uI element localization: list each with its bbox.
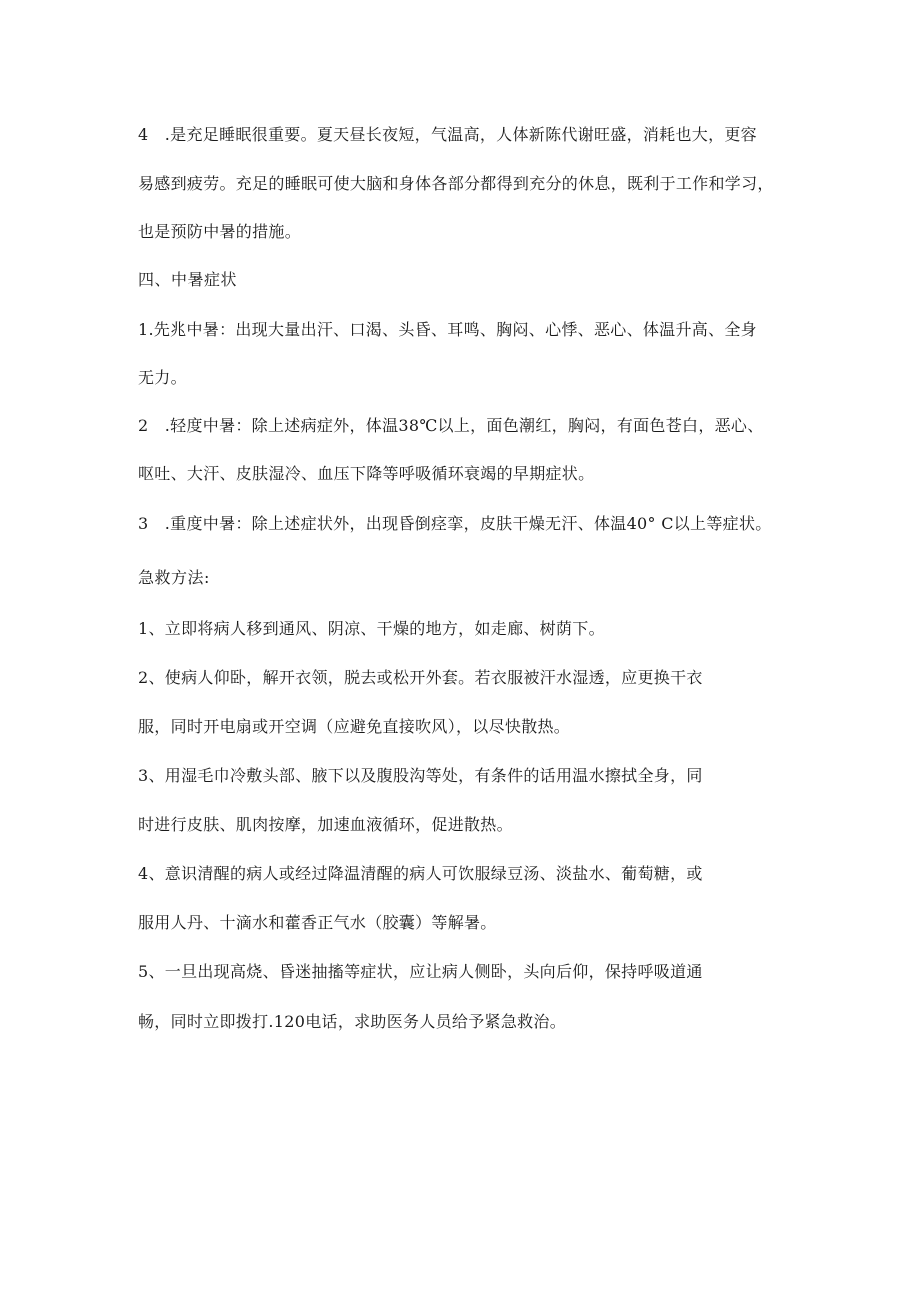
paragraph-sleep-line-2: 易感到疲劳。充足的睡眠可使大脑和身体各部分都得到充分的休息，既利于工作和学习， [138,174,774,193]
first-aid-3-line-2: 时进行皮肤、肌肉按摩，加速血液循环，促进散热。 [138,815,513,834]
first-aid-2-line-1: 2、使病人仰卧，解开衣领，脱去或松开外套。若衣服被汗水湿透，应更换干衣 [138,668,703,687]
paragraph-sleep-line-1: 4 .是充足睡眠很重要。夏天昼长夜短，气温高，人体新陈代谢旺盛，消耗也大，更容 [138,125,757,144]
symptom-2-line-1: 2 .轻度中暑：除上述病症外，体温38℃以上，面色潮红，胸闷，有面色苍白，恶心、 [138,416,764,435]
symptom-1-line-2: 无力。 [138,368,187,387]
first-aid-4-line-2: 服用人丹、十滴水和藿香正气水（胶囊）等解暑。 [138,913,497,932]
first-aid-4-line-1: 4、意识清醒的病人或经过降温清醒的病人可饮服绿豆汤、淡盐水、葡萄糖，或 [138,864,703,883]
section-heading-first-aid: 急救方法: [138,568,210,587]
first-aid-3-line-1: 3、用湿毛巾冷敷头部、腋下以及腹股沟等处，有条件的话用温水擦拭全身，同 [138,766,703,785]
symptom-2-line-2: 呕吐、大汗、皮肤湿冷、血压下降等呼吸循环衰竭的早期症状。 [138,464,595,483]
first-aid-2-line-2: 服，同时开电扇或开空调（应避免直接吹风），以尽快散热。 [138,717,571,736]
symptom-1-line-1: 1.先兆中暑：出现大量出汗、口渴、头昏、耳鸣、胸闷、心悸、恶心、体温升高、全身 [138,320,757,339]
section-heading-symptoms: 四、中暑症状 [138,270,238,289]
first-aid-1-line-1: 1、立即将病人移到通风、阴凉、干燥的地方，如走廊、树荫下。 [138,619,605,638]
symptom-3-line-1: 3 .重度中暑：除上述症状外，出现昏倒痉挛，皮肤干燥无汗、体温40° C以上等症状。 [138,514,772,533]
first-aid-5-line-1: 5、一旦出现高烧、昏迷抽搐等症状，应让病人侧卧，头向后仰，保持呼吸道通 [138,962,703,981]
paragraph-sleep-line-3: 也是预防中暑的措施。 [138,222,302,241]
first-aid-5-line-2: 畅，同时立即拨打.120电话，求助医务人员给予紧急救治。 [138,1012,567,1031]
